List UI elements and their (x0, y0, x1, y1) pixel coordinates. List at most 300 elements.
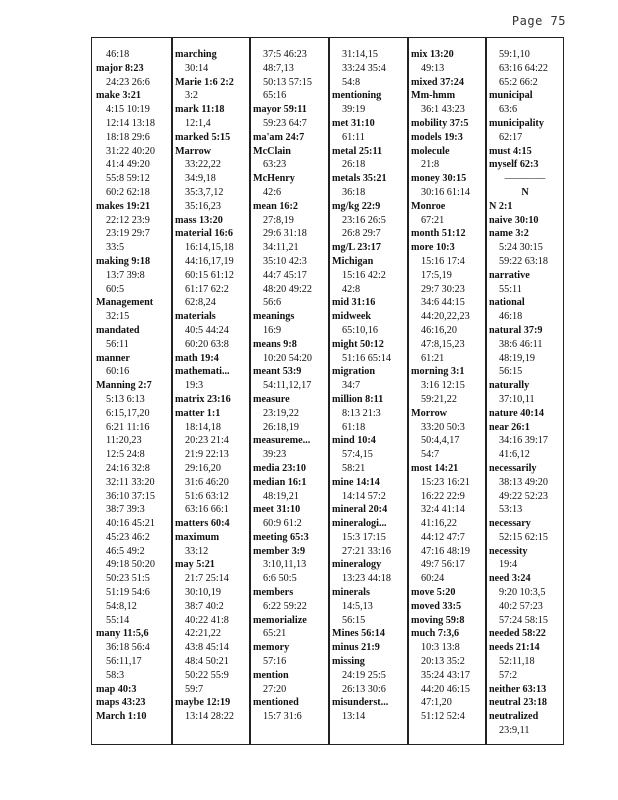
index-term: mine 14:14 (332, 476, 380, 488)
index-page-refs: 61:11 (342, 131, 365, 143)
index-term: mass 13:20 (175, 214, 223, 226)
index-term: matrix 23:16 (175, 393, 231, 405)
index-term: mobility 37:5 (411, 117, 469, 129)
index-term: maybe 12:19 (175, 697, 231, 709)
index-page-refs: 40:5 44:24 (185, 324, 229, 336)
index-page-refs: 33:20 50:3 (421, 421, 465, 433)
index-page-refs: 24:23 26:6 (106, 76, 150, 88)
index-term: minerals (332, 587, 370, 599)
index-page-refs: 27:20 (263, 683, 287, 695)
index-page-refs: 43:8 45:14 (185, 642, 229, 654)
index-page-refs: 52:15 62:15 (499, 531, 548, 543)
index-page-refs: 61:17 62:2 (185, 283, 229, 295)
index-page-refs: 54:7 (421, 449, 440, 461)
index-page-refs: 10:3 13:8 (421, 642, 460, 654)
index-term: might 50:12 (332, 338, 384, 350)
index-page-refs: 48:19,21 (263, 490, 299, 502)
index-page-refs: 46:18 (106, 49, 130, 60)
index-page-refs: 42:6 (263, 186, 282, 198)
index-term: naturally (489, 380, 530, 392)
index-page-refs: 44:16,17,19 (185, 255, 234, 267)
index-page-refs: 39:23 (263, 449, 287, 461)
column-divider (249, 38, 251, 744)
index-term: move 5:20 (411, 587, 456, 599)
index-page-refs: 46:16,20 (421, 324, 457, 336)
index-page-refs: 65:16 (263, 90, 287, 102)
index-term: mean 16:2 (253, 200, 298, 212)
index-term: mineralogy (332, 559, 382, 571)
index-term: makes 19:21 (96, 200, 151, 212)
index-page-refs: 60:9 61:2 (263, 518, 302, 530)
index-column-1 (96, 48, 170, 724)
index-page-refs: 40:22 41:8 (185, 614, 229, 626)
index-page-refs: 62:17 (499, 131, 523, 143)
index-page-refs: 33:22,22 (185, 159, 221, 171)
index-term: Marie 1:6 2:2 (175, 76, 234, 88)
index-page-refs: 44:7 45:17 (263, 269, 307, 281)
index-page-refs: 15:16 17:4 (421, 255, 465, 267)
index-column-4 (332, 48, 404, 724)
index-page-refs: 32:15 (106, 311, 130, 323)
index-page-refs: 3:16 12:15 (421, 380, 465, 392)
index-page-refs: 18:18 29:6 (106, 131, 150, 143)
index-page-refs: 57:24 58:15 (499, 614, 548, 626)
index-term: mixed 37:24 (411, 76, 464, 88)
index-column-3 (253, 48, 325, 724)
index-page-refs: 41:6,12 (499, 449, 530, 461)
index-term: Morrow (411, 407, 448, 419)
index-page-refs: 50:13 57:15 (263, 76, 312, 88)
index-term: mineralogi... (332, 518, 387, 530)
index-page-refs: 3:10,11,13 (263, 559, 307, 571)
index-page-refs: 60:20 63:8 (185, 338, 229, 350)
column-divider (407, 38, 409, 744)
index-page-refs: 57:4,15 (342, 449, 373, 461)
index-page-refs: 60:24 (421, 573, 445, 585)
index-page-refs: 35:16,23 (185, 200, 221, 212)
index-page-refs: 56:15 (499, 366, 523, 378)
section-rule: ———— (504, 173, 546, 185)
index-page-refs: 50:22 55:9 (185, 669, 229, 681)
index-page-refs: 65:21 (263, 628, 287, 640)
index-page-refs: 33:12 (185, 545, 209, 557)
index-page-refs: 48:20 49:22 (263, 283, 312, 295)
index-page-refs: 50:4,4,17 (421, 435, 460, 447)
index-page-refs: 55:14 (106, 614, 130, 626)
index-term: necessity (489, 545, 528, 557)
index-term: marching (175, 49, 217, 60)
index-page-refs: 56:11,17 (106, 656, 142, 668)
index-page-refs: 21:9 22:13 (185, 449, 229, 461)
index-page-refs: 47:1,20 (421, 697, 452, 709)
index-term: million 8:11 (332, 393, 384, 405)
index-term: morning 3:1 (411, 366, 465, 378)
index-page-refs: 19:3 (185, 380, 204, 392)
index-page-refs: 35:24 43:17 (421, 669, 470, 681)
index-page-refs: 15:16 42:2 (342, 269, 386, 281)
index-term: Marrow (175, 145, 212, 157)
index-term: math 19:4 (175, 352, 219, 364)
index-page-refs: 29:16,20 (185, 462, 221, 474)
index-page-refs: 58:3 (106, 669, 125, 681)
index-page-refs: 20:13 35:2 (421, 656, 465, 668)
index-page-refs: 34:7 (342, 380, 361, 392)
index-page-refs: 15:7 31:6 (263, 711, 302, 723)
index-page-refs: 40:16 45:21 (106, 518, 155, 530)
index-page-refs: 30:16 61:14 (421, 186, 470, 198)
index-page-refs: 17:5,19 (421, 269, 452, 281)
index-term: much 7:3,6 (411, 628, 460, 640)
index-term: March 1:10 (96, 711, 147, 723)
index-page-refs: 49:22 52:23 (499, 490, 548, 502)
index-term: material 16:6 (175, 228, 233, 240)
index-page-refs: 30:14 (185, 62, 209, 74)
index-page-refs: 51:12 52:4 (421, 711, 465, 723)
index-page-refs: 33:24 35:4 (342, 62, 386, 74)
index-term: members (253, 587, 294, 599)
index-page-refs: 32:11 33:20 (106, 476, 155, 488)
index-term: myself 62:3 (489, 159, 539, 171)
index-term: Manning 2:7 (96, 380, 152, 392)
index-column-6 (489, 48, 561, 738)
index-page-refs: 55:8 59:12 (106, 173, 150, 185)
index-page-refs: 29:7 30:23 (421, 283, 465, 295)
index-term: more 10:3 (411, 242, 455, 254)
index-term: necessarily (489, 462, 537, 474)
index-term: meet 31:10 (253, 504, 301, 516)
index-term: meanings (253, 311, 295, 323)
index-page-refs: 14:5,13 (342, 600, 373, 612)
index-term: measureme... (253, 435, 311, 447)
index-page-refs: 56:6 (263, 297, 282, 309)
index-page-refs: 59:21,22 (421, 393, 457, 405)
index-page-refs: 45:23 46:2 (106, 531, 150, 543)
index-page-refs: 23:19,22 (263, 407, 299, 419)
index-term: manner (96, 352, 130, 364)
index-page-refs: 38:6 46:11 (499, 338, 543, 350)
index-page-refs: 55:11 (499, 283, 522, 295)
index-page-refs: 11:20,23 (106, 435, 142, 447)
index-term: matters 60:4 (175, 518, 230, 530)
index-term: mention (253, 669, 289, 681)
index-term: models 19:3 (411, 131, 463, 143)
index-term: moving 59:8 (411, 614, 465, 626)
column-divider (171, 38, 173, 744)
index-term: N 2:1 (489, 200, 513, 212)
index-page-refs: 60:5 (106, 283, 125, 295)
index-page-refs: 42:21,22 (185, 628, 221, 640)
index-term: misunderst... (332, 697, 389, 709)
index-term: municipality (489, 117, 544, 129)
index-page-refs: 13:14 28:22 (185, 711, 234, 723)
index-page-refs: 44:12 47:7 (421, 531, 465, 543)
index-page-refs: 59:7 (185, 683, 204, 695)
index-page-refs: 39:19 (342, 104, 366, 116)
index-page-refs: 38:7 39:3 (106, 504, 145, 516)
index-page-refs: 12:1,4 (185, 117, 211, 129)
index-page-refs: 60:16 (106, 366, 130, 378)
index-page-refs: 63:16 64:22 (499, 62, 548, 74)
index-page-refs: 26:18,19 (263, 421, 299, 433)
index-page-refs: 21:8 (421, 159, 440, 171)
index-term: make 3:21 (96, 90, 141, 102)
index-page-refs: 50:23 51:5 (106, 573, 150, 585)
index-term: necessary (489, 518, 531, 530)
index-page-refs: 58:21 (342, 462, 366, 474)
index-term: municipal (489, 90, 533, 102)
index-term: most 14:21 (411, 462, 459, 474)
index-page-refs: 49:13 (421, 62, 445, 74)
index-term: memorialize (253, 614, 307, 626)
index-term: Mines 56:14 (332, 628, 385, 640)
index-page-refs: 49:7 56:17 (421, 559, 465, 571)
index-page-refs: 44:20,22,23 (421, 311, 470, 323)
index-page-refs: 9:20 10:3,5 (499, 587, 546, 599)
index-page-refs: 14:14 57:2 (342, 490, 386, 502)
index-term: mandated (96, 324, 140, 336)
index-page-refs: 54:11,12,17 (263, 380, 312, 392)
index-page-refs: 5:13 6:13 (106, 393, 145, 405)
index-page-refs: 49:18 50:20 (106, 559, 155, 571)
index-page-refs: 54:8 (342, 76, 361, 88)
index-term: may 5:21 (175, 559, 215, 571)
index-page-refs: 27:21 33:16 (342, 545, 391, 557)
section-letter-heading: N (521, 186, 529, 198)
index-page-refs: 26:18 (342, 159, 366, 171)
index-page-refs: 61:18 (342, 421, 366, 433)
index-page-refs: 24:19 25:5 (342, 669, 386, 681)
index-term: month 51:12 (411, 228, 466, 240)
index-page-refs: 23:19 29:7 (106, 228, 150, 240)
index-term: metal 25:11 (332, 145, 383, 157)
index-term: molecule (411, 145, 450, 157)
index-page-refs: 56:11 (106, 338, 129, 350)
index-term: mind 10:4 (332, 435, 376, 447)
index-term: many 11:5,6 (96, 628, 149, 640)
index-page-refs: 59:22 63:18 (499, 255, 548, 267)
index-page-refs: 51:16 65:14 (342, 352, 391, 364)
index-page-refs: 60:15 61:12 (185, 269, 234, 281)
index-term: mentioning (332, 90, 382, 102)
index-term: mg/L 23:17 (332, 242, 381, 254)
index-page-refs: 8:13 21:3 (342, 407, 381, 419)
index-term: neutralized (489, 711, 539, 723)
index-page-refs: 59:1,10 (499, 49, 530, 60)
index-page-refs: 37:10,11 (499, 393, 535, 405)
index-page-refs: 60:2 62:18 (106, 186, 150, 198)
index-term: mayor 59:11 (253, 104, 307, 116)
index-column-5 (411, 48, 483, 724)
index-page-refs: 46:18 (499, 311, 523, 323)
index-page-refs: 15:23 16:21 (421, 476, 470, 488)
index-page-refs: 13:7 39:8 (106, 269, 145, 281)
index-page-refs: 19:4 (499, 559, 518, 571)
index-term: near 26:1 (489, 421, 530, 433)
index-page-refs: 30:10,19 (185, 587, 221, 599)
column-divider (328, 38, 330, 744)
index-term: missing (332, 656, 365, 668)
index-page-refs: 26:13 30:6 (342, 683, 386, 695)
index-page-refs: 67:21 (421, 214, 445, 226)
index-term: met 31:10 (332, 117, 375, 129)
index-term: mentioned (253, 697, 299, 709)
index-term: marked 5:15 (175, 131, 231, 143)
index-page-refs: 65:2 66:2 (499, 76, 538, 88)
index-page-refs: 35:10 42:3 (263, 255, 307, 267)
index-term: map 40:3 (96, 683, 137, 695)
index-page-refs: 4:15 10:19 (106, 104, 150, 116)
index-term: measure (253, 393, 290, 405)
index-term: midweek (332, 311, 372, 323)
index-page-refs: 12:14 13:18 (106, 117, 155, 129)
index-page-refs: 16:9 (263, 324, 282, 336)
index-term: nature 40:14 (489, 407, 544, 419)
index-page-refs: 46:5 49:2 (106, 545, 145, 557)
index-term: Michigan (332, 255, 374, 267)
index-page-refs: 36:18 56:4 (106, 642, 150, 654)
index-term: major 8:23 (96, 62, 144, 74)
index-term: moved 33:5 (411, 600, 462, 612)
index-term: McHenry (253, 173, 295, 185)
index-term: meeting 65:3 (253, 531, 309, 543)
index-page-refs: 51:19 54:6 (106, 587, 150, 599)
index-term: national (489, 297, 525, 309)
index-page-refs: 51:6 63:12 (185, 490, 229, 502)
index-page-refs: 15:3 17:15 (342, 531, 386, 543)
index-page-refs: 31:6 46:20 (185, 476, 229, 488)
index-page-refs: 16:14,15,18 (185, 242, 234, 254)
index-page-refs: 42:8 (342, 283, 361, 295)
index-page-refs: 37:5 46:23 (263, 49, 307, 60)
index-page-refs: 22:12 23:9 (106, 214, 150, 226)
index-page-refs: 40:2 57:23 (499, 600, 543, 612)
index-page-refs: 23:9,11 (499, 725, 530, 737)
index-page-refs: 38:7 40:2 (185, 600, 224, 612)
index-page-refs: 34:6 44:15 (421, 297, 465, 309)
index-page-refs: 53:13 (499, 504, 523, 516)
index-term: mark 11:18 (175, 104, 225, 116)
index-page-refs: 44:20 46:15 (421, 683, 470, 695)
index-page-refs: 63:6 (499, 104, 518, 116)
index-term: memory (253, 642, 290, 654)
index-term: Mm-hmm (411, 90, 456, 102)
index-term: needed 58:22 (489, 628, 546, 640)
index-term: neutral 23:18 (489, 697, 548, 709)
index-page-refs: 5:24 30:15 (499, 242, 543, 254)
index-page-refs: 6:22 59:22 (263, 600, 307, 612)
index-term: maps 43:23 (96, 697, 146, 709)
index-page-refs: 48:4 50:21 (185, 656, 229, 668)
index-term: matter 1:1 (175, 407, 221, 419)
index-term: ma'am 24:7 (253, 131, 305, 143)
index-page-refs: 36:18 (342, 186, 366, 198)
index-term: media 23:10 (253, 462, 306, 474)
index-term: Monroe (411, 200, 446, 212)
index-page-refs: 59:23 64:7 (263, 117, 307, 129)
index-page-refs: 61:21 (421, 352, 445, 364)
index-page-refs: 20:23 21:4 (185, 435, 229, 447)
index-term: neither 63:13 (489, 683, 547, 695)
index-term: metals 35:21 (332, 173, 387, 185)
index-term: mid 31:16 (332, 297, 376, 309)
index-term: natural 37:9 (489, 324, 543, 336)
index-term: making 9:18 (96, 255, 151, 267)
index-page-refs: 24:16 32:8 (106, 462, 150, 474)
index-page-refs: 65:10,16 (342, 324, 378, 336)
index-page-refs: 13:23 44:18 (342, 573, 391, 585)
index-term: member 3:9 (253, 545, 306, 557)
index-page-refs: 63:23 (263, 159, 287, 171)
index-page-refs: 63:16 66:1 (185, 504, 229, 516)
index-term: mix 13:20 (411, 49, 454, 60)
index-term: maximum (175, 531, 220, 543)
index-term: migration (332, 366, 376, 378)
index-page-refs: 34:16 39:17 (499, 435, 548, 447)
index-page-refs: 35:3,7,12 (185, 186, 224, 198)
index-page-refs: 10:20 54:20 (263, 352, 312, 364)
index-term: minus 21:9 (332, 642, 380, 654)
index-term: McClain (253, 145, 291, 157)
index-term: median 16:1 (253, 476, 307, 488)
index-page-refs: 21:7 25:14 (185, 573, 229, 585)
index-page-refs: 48:19,19 (499, 352, 535, 364)
index-term: naive 30:10 (489, 214, 539, 226)
index-term: Management (96, 297, 154, 309)
index-term: needs 21:14 (489, 642, 540, 654)
index-page-refs: 52:11,18 (499, 656, 535, 668)
index-term: need 3:24 (489, 573, 531, 585)
index-page-refs: 36:10 37:15 (106, 490, 155, 502)
index-term: meant 53:9 (253, 366, 302, 378)
index-term: materials (175, 311, 216, 323)
index-page-refs: 38:13 49:20 (499, 476, 548, 488)
index-page-refs: 34:11,21 (263, 242, 299, 254)
page-number-label: Page 75 (511, 14, 566, 28)
index-page-refs: 27:8,19 (263, 214, 294, 226)
index-term: name 3:2 (489, 228, 529, 240)
index-page-refs: 41:4 49:20 (106, 159, 150, 171)
index-page-refs: 3:2 (185, 90, 199, 102)
index-column-2 (175, 48, 247, 724)
index-page-refs: 12:5 24:8 (106, 449, 145, 461)
index-page-refs: 47:8,15,23 (421, 338, 465, 350)
index-page-refs: 31:22 40:20 (106, 145, 155, 157)
index-page-refs: 18:14,18 (185, 421, 221, 433)
index-page-refs: 34:9,18 (185, 173, 216, 185)
index-term: means 9:8 (253, 338, 297, 350)
index-page-refs: 54:8,12 (106, 600, 137, 612)
index-page-refs: 57:16 (263, 656, 287, 668)
index-page-refs: 47:16 48:19 (421, 545, 470, 557)
index-page-refs: 23:16 26:5 (342, 214, 386, 226)
index-page-refs: 56:15 (342, 614, 366, 626)
index-page-refs: 48:7,13 (263, 62, 294, 74)
index-page-refs: 32:4 41:14 (421, 504, 465, 516)
index-page-refs: 41:16,22 (421, 518, 457, 530)
index-term: mg/kg 22:9 (332, 200, 381, 212)
index-page-refs: 16:22 22:9 (421, 490, 465, 502)
index-page-refs: 13:14 (342, 711, 366, 723)
index-term: narrative (489, 269, 530, 281)
index-page-refs: 62:8,24 (185, 297, 216, 309)
index-page-refs: 33:5 (106, 242, 125, 254)
index-page-refs: 57:2 (499, 669, 518, 681)
index-term: mineral 20:4 (332, 504, 388, 516)
index-page-refs: 26:8 29:7 (342, 228, 381, 240)
index-page-refs: 6:15,17,20 (106, 407, 150, 419)
column-divider (485, 38, 487, 744)
index-frame (91, 37, 564, 745)
